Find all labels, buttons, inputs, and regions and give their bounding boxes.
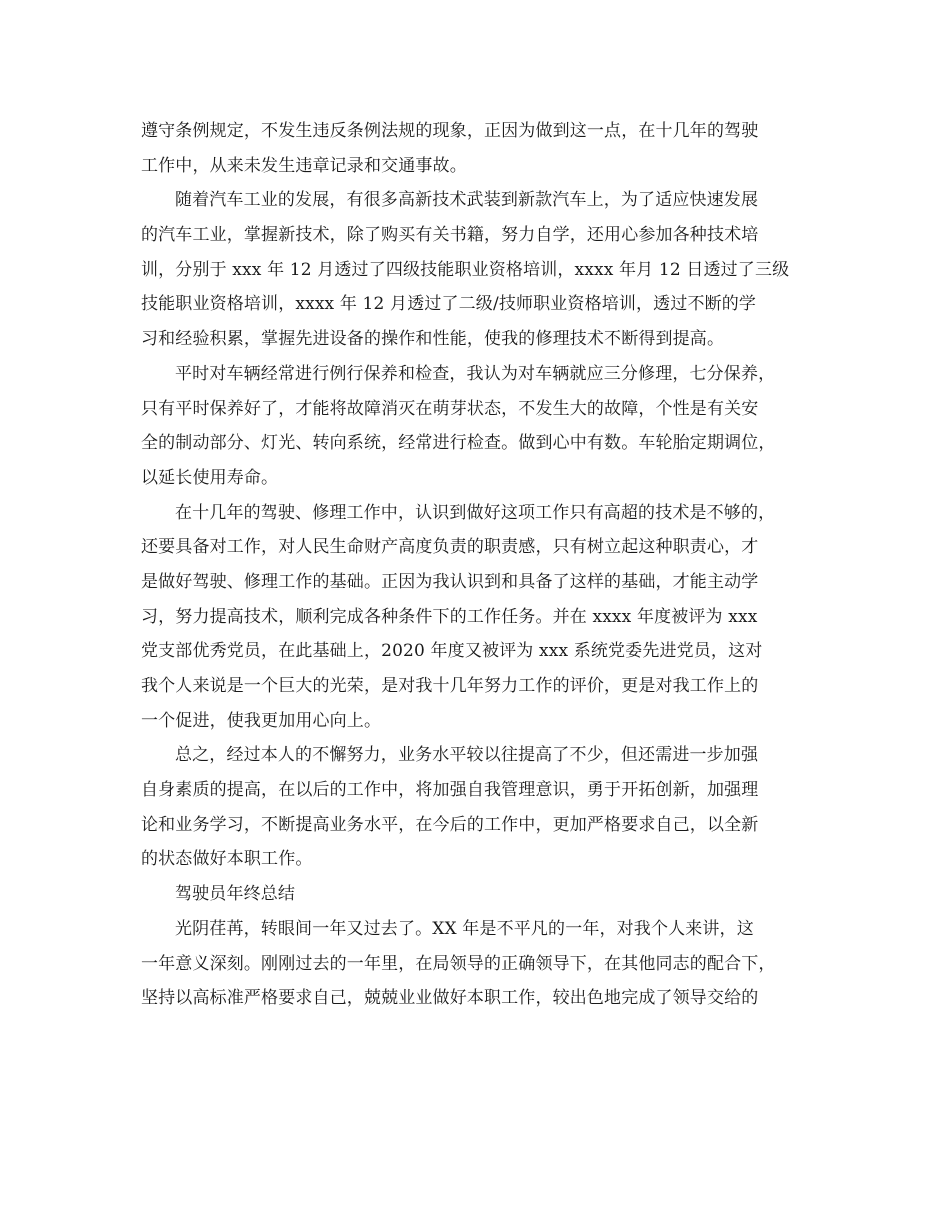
- text-line: 一年意义深刻。刚刚过去的一年里，在局领导的正确领导下，在其他同志的配合下，: [141, 953, 776, 974]
- text-line: 光阴荏苒，转眼间一年又过去了。XX 年是不平凡的一年，对我个人来讲，这: [175, 918, 754, 939]
- text-line: 全的制动部分、灯光、转向系统，经常进行检查。做到心中有数。车轮胎定期调位，: [141, 433, 776, 454]
- text-line: 自身素质的提高，在以后的工作中，将加强自我管理意识，勇于开拓创新，加强理: [141, 780, 759, 801]
- text-line: 我个人来说是一个巨大的光荣，是对我十几年努力工作的评价，更是对我工作上的: [141, 676, 759, 696]
- text-line: 驾驶员年终总结: [175, 884, 296, 905]
- text-line: 工作中，从来未发生违章记录和交通事故。: [141, 155, 467, 176]
- text-line: 遵守条例规定，不发生违反条例法规的现象，正因为做到这一点，在十几年的驾驶: [141, 121, 759, 141]
- document-body: [141, 114, 817, 1016]
- text-line: 在十几年的驾驶、修理工作中，认识到做好这项工作只有高超的技术是不够的，: [175, 502, 776, 523]
- text-line: 技能职业资格培训，xxxx 年 12 月透过了二级/技师职业资格培训，透过不断的学: [141, 294, 757, 315]
- text-line: 论和业务学习，不断提高业务水平，在今后的工作中，更加严格要求自己，以全新: [141, 814, 759, 835]
- text-line: 的汽车工业，掌握新技术，除了购买有关书籍，努力自学，还用心参加各种技术培: [141, 225, 759, 246]
- text-line: 还要具备对工作，对人民生命财产高度负责的职责感，只有树立起这种职责心，才: [141, 537, 759, 558]
- text-line: 习，努力提高技术，顺利完成各种条件下的工作任务。并在 xxxx 年度被评为 xxx: [141, 606, 758, 627]
- text-line: 总之，经过本人的不懈努力，业务水平较以往提高了不少，但还需进一步加强: [175, 745, 759, 766]
- text-line: 坚持以高标准严格要求自己，兢兢业业做好本职工作，较出色地完成了领导交给的: [141, 988, 759, 1009]
- text-line: 一个促进，使我更加用心向上。: [141, 710, 382, 731]
- text-line: 党支部优秀党员，在此基础上，2020 年度又被评为 xxx 系统党委先进党员，这对: [141, 641, 763, 662]
- text-line: 平时对车辆经常进行例行保养和检查，我认为对车辆就应三分修理，七分保养，: [175, 363, 776, 384]
- text-line: 训，分别于 xxx 年 12 月透过了四级技能职业资格培训，xxxx 年月 12 日透过了三级: [141, 259, 790, 280]
- text-line: 只有平时保养好了，才能将故障消灭在萌芽状态，不发生大的故障，个性是有关安: [141, 398, 759, 419]
- text-line: 以延长使用寿命。: [141, 467, 279, 488]
- text-line: 随着汽车工业的发展，有很多高新技术武装到新款汽车上，为了适应快速发展: [175, 190, 759, 211]
- text-line: 是做好驾驶、修理工作的基础。正因为我认识到和具备了这样的基础，才能主动学: [141, 571, 759, 592]
- text-line: 习和经验积累，掌握先进设备的操作和性能，使我的修理技术不断得到提高。: [141, 329, 725, 350]
- text-line: 的状态做好本职工作。: [141, 849, 313, 870]
